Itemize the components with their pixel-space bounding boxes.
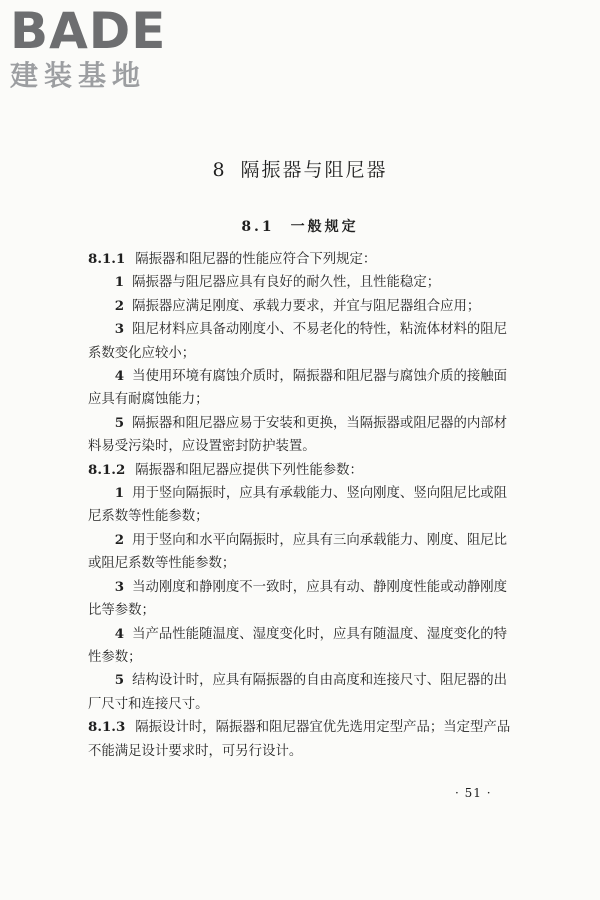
clause-text: 隔振设计时，隔振器和阻尼器宜优先选用定型产品；当定型产品不能满足设计要求时，可另行设计。 [88, 720, 511, 759]
item-number: 2 [114, 297, 125, 314]
clause-number: 8.1.1 [88, 251, 126, 267]
list-item [88, 482, 518, 529]
clause-8-1-1 [88, 248, 518, 271]
bade-logo [10, 2, 190, 92]
page-number: · 51 · [455, 786, 492, 800]
section-title-text: 一般规定 [290, 219, 359, 235]
item-number: 3 [114, 321, 125, 338]
list-item [88, 529, 518, 576]
list-item [88, 669, 518, 716]
list-item [88, 271, 518, 294]
item-number: 1 [114, 274, 125, 291]
item-number: 5 [114, 672, 125, 689]
item-text: 隔振器与阻尼器应具有良好的耐久性，且性能稳定； [132, 275, 441, 291]
section-number: 8.1 [241, 219, 275, 235]
list-item [88, 412, 518, 459]
list-item [88, 623, 518, 670]
logo-subtitle: 建装基地 [10, 59, 147, 92]
clause-8-1-2 [88, 459, 518, 482]
item-text: 当使用环境有腐蚀介质时，隔振器和阻尼器与腐蚀介质的接触面应具有耐腐蚀能力； [88, 369, 508, 408]
item-text: 当动刚度和静刚度不一致时，应具有动、静刚度性能或动静刚度比等参数； [88, 579, 508, 619]
item-number: 1 [114, 485, 125, 502]
clause-text: 隔振器和阻尼器应提供下列性能参数： [135, 462, 363, 478]
item-text: 用于竖向和水平向隔振时，应具有三向承载能力、刚度、阻尼比或阻尼系数等性能参数； [88, 532, 508, 572]
item-text: 阻尼材料应具备动刚度小、不易老化的特性，粘流体材料的阻尼系数变化应较小； [88, 322, 508, 361]
chapter-number: 8 [212, 159, 227, 181]
clause-8-1-3 [88, 716, 518, 763]
chapter-title [0, 155, 600, 182]
list-item [88, 318, 518, 365]
document-body [88, 248, 518, 763]
list-item [88, 576, 518, 623]
item-number: 3 [114, 578, 125, 595]
item-number: 4 [114, 625, 125, 642]
section-title [0, 216, 600, 236]
item-number: 5 [114, 414, 125, 431]
item-number: 4 [114, 368, 125, 385]
clause-text: 隔振器和阻尼器的性能应符合下列规定： [135, 252, 377, 267]
list-item [88, 365, 518, 412]
clause-number: 8.1.3 [88, 719, 126, 736]
logo-wordmark: BADE [10, 2, 167, 60]
item-text: 当产品性能随温度、湿度变化时，应具有随温度、湿度变化的特性参数； [88, 626, 508, 665]
list-item [88, 295, 518, 318]
item-text: 用于竖向隔振时，应具有承载能力、竖向刚度、竖向阻尼比或阻尼系数等性能参数； [88, 486, 508, 525]
item-text: 结构设计时，应具有隔振器的自由高度和连接尺寸、阻尼器的出厂尺寸和连接尺寸。 [88, 673, 508, 712]
item-number: 2 [114, 531, 125, 548]
item-text: 隔振器应满足刚度、承载力要求，并宜与阻尼器组合应用； [132, 298, 481, 314]
chapter-title-text: 隔振器与阻尼器 [240, 159, 388, 181]
clause-number: 8.1.2 [88, 461, 126, 478]
item-text: 隔振器和阻尼器应易于安装和更换，当隔振器或阻尼器的内部材料易受污染时，应设置密封防护装置。 [88, 415, 508, 455]
